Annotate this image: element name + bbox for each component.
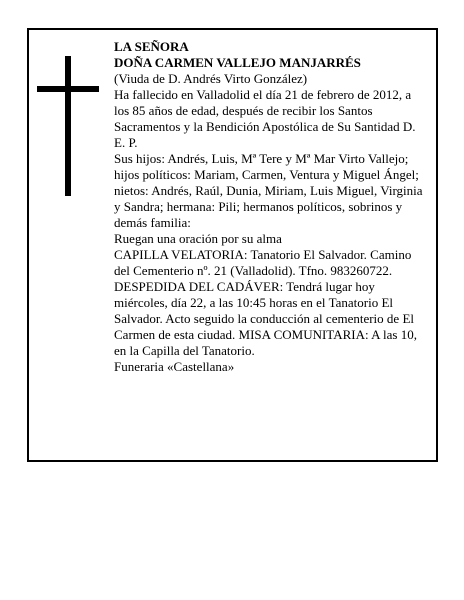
family-list: Sus hijos: Andrés, Luis, Mª Tere y Mª Mar Virto Vallejo; hijos políticos: Mariam, Carmen, Ventura y Miguel Ángel; nietos: Andrés, Raúl, Dunia, Miriam, Luis Miguel, Virginia y Sandra; hermana: Pili; hermanos políticos, sobrinos y demás familia: — [114, 151, 423, 230]
funeral-home: Funeraria «Castellana» — [114, 359, 235, 374]
cross-icon — [37, 56, 99, 196]
notice-header: LA SEÑORA — [114, 39, 189, 54]
widow-of-line: (Viuda de D. Andrés Virto González) — [114, 71, 308, 86]
prayer-request: Ruegan una oración por su alma — [114, 231, 282, 246]
death-statement: Ha fallecido en Valladolid el día 21 de febrero de 2012, a los 85 años de edad, después de recibir los Santos Sacramentos y la Bendición Apostólica de Su Santidad D. E. P. — [114, 87, 416, 150]
cross-vertical-bar — [65, 56, 71, 196]
obituary-text — [114, 39, 424, 375]
farewell-info: DESPEDIDA DEL CADÁVER: Tendrá lugar hoy miércoles, día 22, a las 10:45 horas en el Tanatorio El Salvador. Acto seguido la conducción al cementerio de El Carmen de esta ciudad. MISA COMUNITARIA: A las 10, en la Capilla del Tanatorio. — [114, 279, 417, 358]
deceased-name: DOÑA CARMEN VALLEJO MANJARRÉS — [114, 55, 361, 70]
chapel-info: CAPILLA VELATORIA: Tanatorio El Salvador. Camino del Cementerio nº. 21 (Valladolid). Tfno. 983260722. — [114, 247, 412, 278]
cross-horizontal-bar — [37, 86, 99, 92]
